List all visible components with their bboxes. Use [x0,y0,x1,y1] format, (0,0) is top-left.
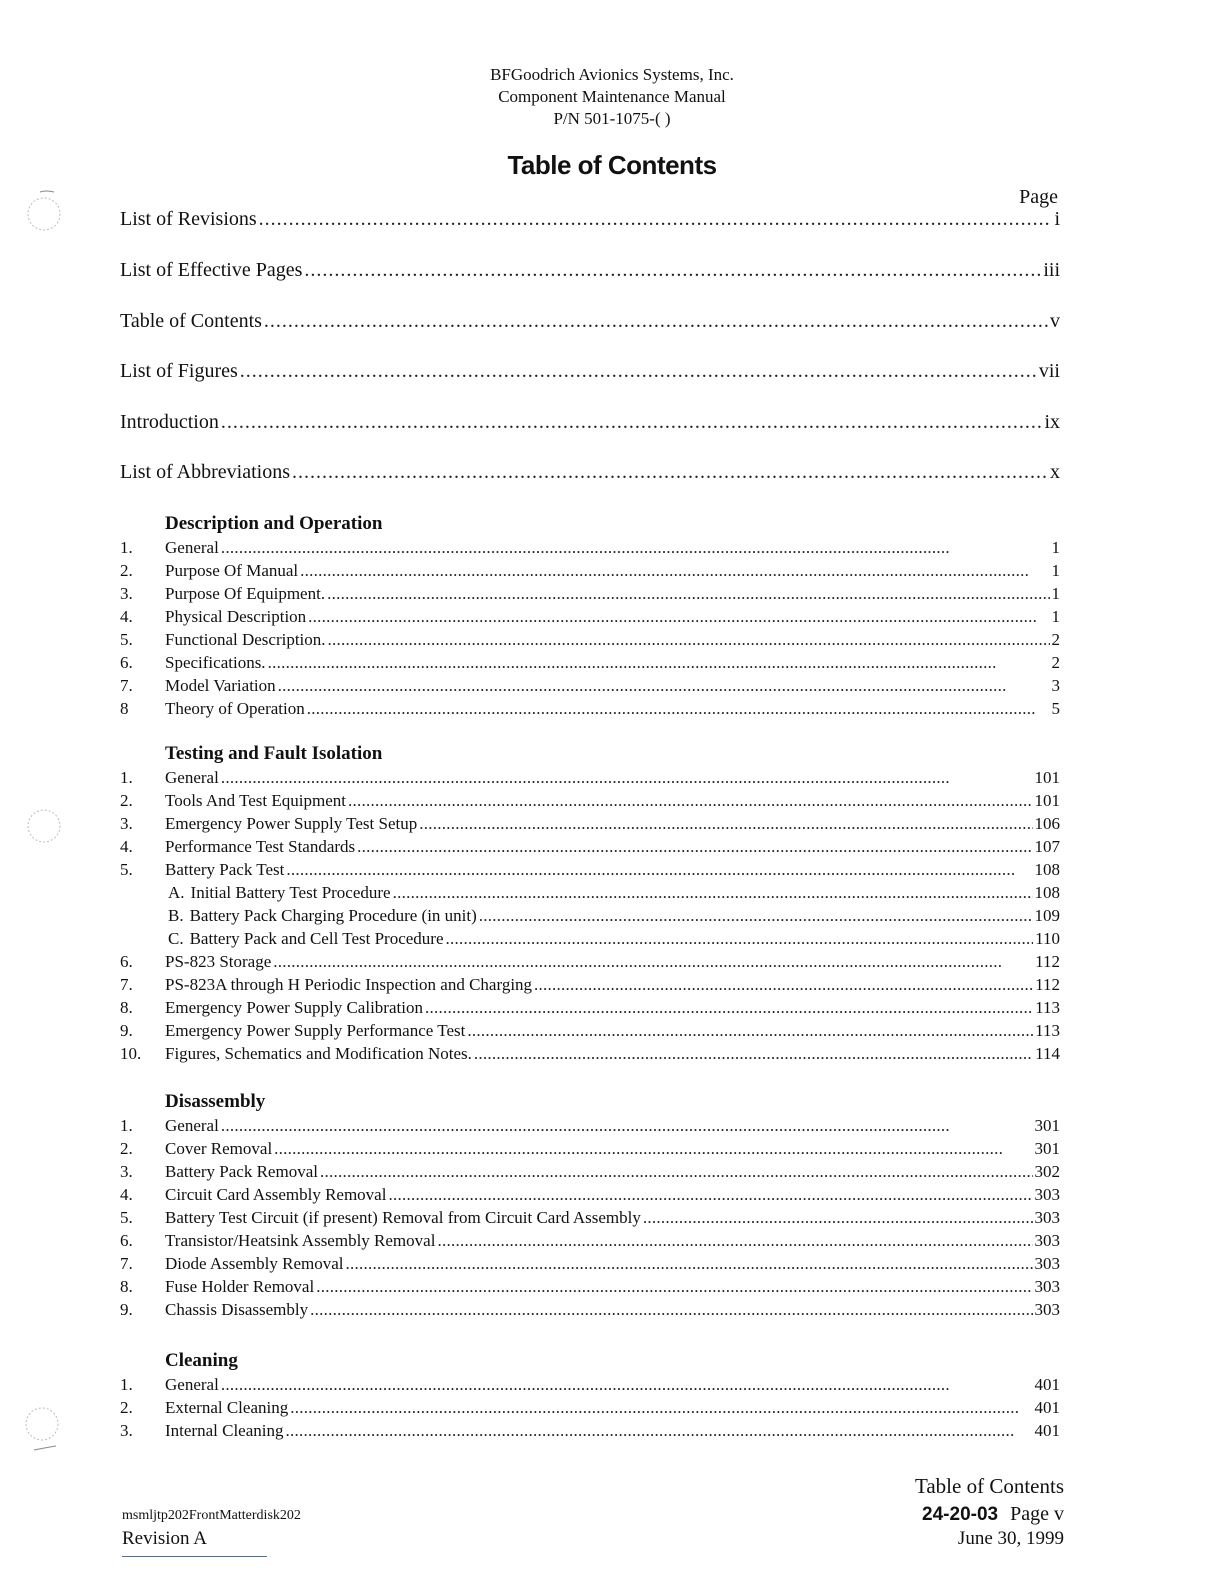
leader-dots [221,1375,1033,1395]
toc-entry-label: Table of Contents [120,310,262,332]
toc-item-page: 303 [1034,1300,1060,1319]
toc-item [120,998,1060,1018]
toc-item [120,584,1060,604]
toc-item [120,653,1060,673]
leader-dots [274,1139,1032,1159]
toc-item [120,607,1060,627]
toc-item-page: 301 [1034,1139,1060,1158]
page-title: Table of Contents [507,150,717,180]
toc-item-number: 1. [120,538,133,557]
leader-dots [425,998,1033,1018]
toc-item [120,837,1060,857]
leader-dots [437,1231,1032,1251]
toc-item-number: 7. [120,975,133,994]
leader-dots [307,699,1050,719]
toc-item-number: 7. [120,676,133,695]
toc-item-page: 101 [1034,791,1060,810]
footer-doc-title: Table of Contents [915,1474,1064,1498]
toc-item-page: 108 [1034,883,1060,902]
leader-dots [446,929,1034,949]
leader-dots [316,1277,1032,1297]
toc-item-letter: A. [168,883,185,902]
toc-item-page: 3 [1051,676,1060,695]
leader-dots [393,883,1033,903]
toc-item-number: 7. [120,1254,133,1273]
leader-dots [320,1162,1033,1182]
toc-entry-page: iii [1043,259,1060,281]
toc-item-label: Battery Pack and Cell Test Procedure [189,929,444,948]
toc-item-page: 5 [1051,699,1060,718]
toc-item [120,1139,1060,1159]
toc-item [120,1277,1060,1297]
leader-dots [300,561,1049,581]
footer-file-name: msmljtp202FrontMatterdisk202 [122,1508,301,1523]
toc-item-label: Cover Removal [165,1139,273,1158]
leader-dots [290,1398,1032,1418]
toc-item-page: 2 [1051,653,1060,672]
toc-entry-page: v [1050,310,1060,332]
punch-hole-icon [14,1404,64,1452]
toc-item-label: Chassis Disassembly [165,1300,309,1319]
toc-item-page: 113 [1035,1021,1060,1040]
footer-page-label: Page v [1010,1503,1064,1525]
toc-item-label: Battery Pack Removal [165,1162,318,1181]
toc-item-number: 8. [120,1277,133,1296]
toc-item [120,630,1060,650]
toc-entry-page: i [1054,208,1060,230]
toc-item-page: 1 [1051,538,1060,557]
leader-dots [467,1021,1033,1041]
toc-entry [120,360,1060,383]
toc-item-letter: C. [168,929,184,948]
toc-item-page: 114 [1035,1044,1060,1063]
toc-item-label: Diode Assembly Removal [165,1254,344,1273]
footer-revision: Revision A [122,1528,207,1549]
leader-dots [348,791,1033,811]
leader-dots [292,461,1048,484]
toc-item-number: 3. [120,584,133,603]
toc-item-label: Purpose Of Equipment. [165,584,326,603]
toc-item [120,561,1060,581]
document-header [0,64,1224,130]
toc-item [120,1231,1060,1251]
toc-item-page: 401 [1034,1375,1060,1394]
toc-item [120,791,1060,811]
toc-item [120,1300,1060,1320]
leader-dots [286,860,1032,880]
section-heading: Cleaning [165,1350,238,1371]
toc-item-number: 10. [120,1044,142,1063]
toc-subitem [120,883,1060,903]
toc-item-number: 4. [120,837,133,856]
toc-entry [120,310,1060,333]
toc-entry-page: x [1050,461,1060,483]
leader-dots [278,676,1050,696]
punch-hole-icon [14,802,64,850]
toc-entry-label: List of Effective Pages [120,259,303,281]
leader-dots [328,630,1050,650]
toc-item-label: Physical Description [165,607,307,626]
toc-item-number: 9. [120,1300,133,1319]
toc-item-label: Fuse Holder Removal [165,1277,315,1296]
toc-item [120,860,1060,880]
leader-dots [327,584,1049,604]
toc-entry-label: Introduction [120,411,219,433]
toc-item-label: Battery Pack Charging Procedure (in unit) [189,906,477,925]
toc-item-letter: B. [168,906,184,925]
toc-item-label: Transistor/Heatsink Assembly Removal [165,1231,436,1250]
leader-dots [345,1254,1032,1274]
toc-item-number: 5. [120,630,133,649]
toc-item-number: 1. [120,768,133,787]
toc-subitem [120,906,1060,926]
toc-item-label: General [165,1116,219,1135]
toc-item-page: 303 [1034,1231,1060,1250]
manual-name: Component Maintenance Manual [498,87,726,106]
leader-dots [310,1300,1032,1320]
toc-item-page: 303 [1034,1208,1060,1227]
leader-dots [357,837,1032,857]
toc-item-number: 3. [120,814,133,833]
toc-item-label: PS-823A through H Periodic Inspection and Charging [165,975,533,994]
leader-dots [286,1421,1033,1441]
toc-subitem [120,929,1060,949]
toc-entry-label: List of Revisions [120,208,257,230]
leader-dots [479,906,1033,926]
toc-item-number: 8 [120,699,129,718]
leader-dots [643,1208,1033,1228]
leader-dots [221,768,1033,788]
toc-item-label: PS-823 Storage [165,952,272,971]
toc-item-page: 1 [1051,584,1060,603]
toc-item-label: Initial Battery Test Procedure [190,883,391,902]
toc-entry [120,461,1060,484]
toc-item-label: Battery Test Circuit (if present) Removal from Circuit Card Assembly [165,1208,641,1227]
toc-item-label: External Cleaning [165,1398,289,1417]
toc-item [120,1254,1060,1274]
toc-item-number: 1. [120,1116,133,1135]
toc-item-number: 2. [120,791,133,810]
toc-entry-page: vii [1038,360,1060,382]
toc-item-page: 101 [1034,768,1060,787]
toc-item-number: 2. [120,1398,133,1417]
toc-item-page: 1 [1051,561,1060,580]
toc-item-page: 109 [1034,906,1060,925]
toc-item-label: Purpose Of Manual [165,561,299,580]
leader-dots [264,310,1048,333]
toc-item [120,1116,1060,1136]
toc-item-label: Emergency Power Supply Performance Test [165,1021,466,1040]
toc-item-page: 113 [1035,998,1060,1017]
section-heading: Disassembly [165,1091,266,1112]
toc-item-number: 5. [120,860,133,879]
toc-item [120,814,1060,834]
toc-item-page: 107 [1034,837,1060,856]
toc-item-label: General [165,768,219,787]
toc-entry [120,208,1060,231]
toc-entry-page: ix [1044,411,1060,433]
toc-item-label: Circuit Card Assembly Removal [165,1185,387,1204]
toc-item-page: 303 [1034,1185,1060,1204]
footer-rule [122,1556,267,1557]
toc-entry [120,259,1060,282]
toc-item-label: Figures, Schematics and Modification Notes. [165,1044,472,1063]
leader-dots [419,814,1032,834]
toc-item-label: Functional Description. [165,630,326,649]
toc-item-label: Tools And Test Equipment [165,791,346,810]
toc-item-number: 2. [120,1139,133,1158]
toc-item [120,1375,1060,1395]
toc-item [120,768,1060,788]
toc-entry-label: List of Abbreviations [120,461,290,483]
toc-entry-label: List of Figures [120,360,238,382]
toc-item-page: 110 [1035,929,1060,948]
toc-item-label: Model Variation [165,676,276,695]
footer-section-number: 24-20-03 [922,1504,999,1525]
toc-item-label: General [165,1375,219,1394]
toc-item-page: 301 [1034,1116,1060,1135]
toc-item-label: Emergency Power Supply Test Setup [165,814,418,833]
leader-dots [268,653,1050,673]
toc-item [120,1162,1060,1182]
toc-item-page: 303 [1034,1254,1060,1273]
toc-item-page: 106 [1034,814,1060,833]
company-name: BFGoodrich Avionics Systems, Inc. [490,65,734,84]
leader-dots [221,538,1050,558]
toc-item [120,952,1060,972]
section-heading: Description and Operation [165,513,383,534]
toc-item-label: Theory of Operation [165,699,305,718]
toc-item-page: 108 [1034,860,1060,879]
toc-item-number: 9. [120,1021,133,1040]
toc-item-label: Specifications. [165,653,266,672]
leader-dots [259,208,1053,231]
toc-item-number: 6. [120,653,133,672]
toc-item-label: Battery Pack Test [165,860,285,879]
toc-item [120,699,1060,719]
toc-item-page: 1 [1051,607,1060,626]
leader-dots [308,607,1049,627]
toc-item-number: 1. [120,1375,133,1394]
toc-item-number: 4. [120,1185,133,1204]
toc-item-number: 5. [120,1208,133,1227]
leader-dots [304,259,1041,282]
toc-item [120,1398,1060,1418]
toc-item [120,1421,1060,1441]
toc-item [120,676,1060,696]
toc-item [120,1044,1060,1064]
leader-dots [474,1044,1033,1064]
page-column-label: Page [1019,186,1058,208]
section-heading: Testing and Fault Isolation [165,743,383,764]
toc-item-page: 2 [1051,630,1060,649]
toc-item [120,1021,1060,1041]
toc-item-number: 6. [120,1231,133,1250]
footer-page-ref [922,1503,1064,1526]
toc-item-page: 303 [1034,1277,1060,1296]
leader-dots [221,1116,1033,1136]
footer-date: June 30, 1999 [957,1528,1064,1549]
toc-item-page: 302 [1034,1162,1060,1181]
toc-item-number: 4. [120,607,133,626]
leader-dots [534,975,1033,995]
toc-item-label: Internal Cleaning [165,1421,284,1440]
toc-item [120,1208,1060,1228]
toc-item-number: 2. [120,561,133,580]
toc-item-number: 3. [120,1421,133,1440]
leader-dots [273,952,1033,972]
toc-item-label: Emergency Power Supply Calibration [165,998,423,1017]
part-number: P/N 501-1075-( ) [553,109,671,128]
toc-item [120,975,1060,995]
toc-item-page: 112 [1035,975,1060,994]
toc-item-page: 112 [1035,952,1060,971]
toc-item-number: 3. [120,1162,133,1181]
toc-entry [120,411,1060,434]
toc-item-label: Performance Test Standards [165,837,356,856]
toc-item-number: 6. [120,952,133,971]
toc-item-number: 8. [120,998,133,1017]
leader-dots [388,1185,1032,1205]
toc-item [120,538,1060,558]
leader-dots [221,411,1043,434]
toc-item-page: 401 [1034,1398,1060,1417]
toc-item-label: General [165,538,219,557]
leader-dots [240,360,1037,383]
toc-item [120,1185,1060,1205]
toc-item-page: 401 [1034,1421,1060,1440]
punch-hole-icon [14,188,64,236]
